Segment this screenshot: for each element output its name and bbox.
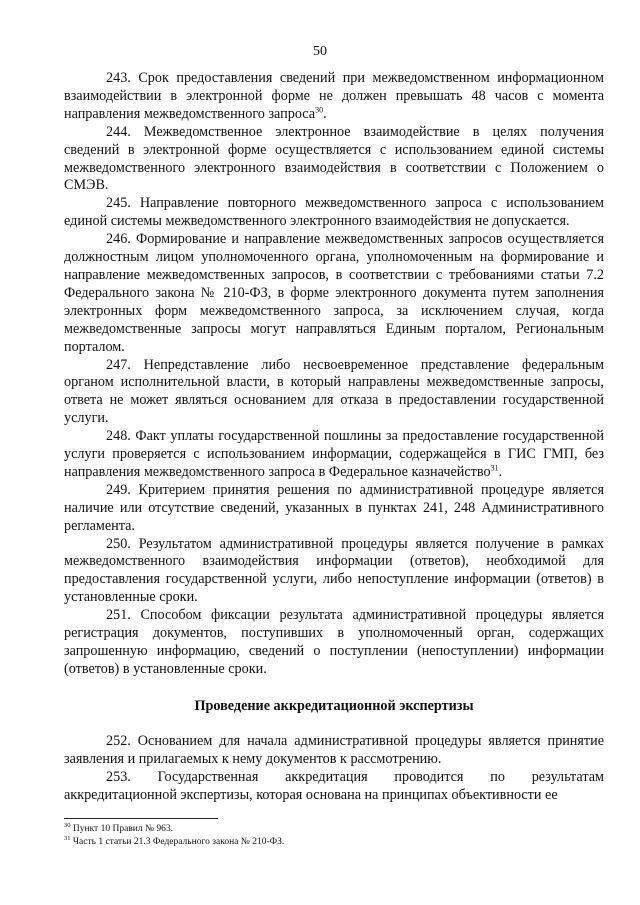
paragraph-244: 244. Межведомственное электронное взаимодействие в целях получения сведений в электронной форме осуществляется с использованием единой системы межведомственного электронного взаимодействия в соответствии с Положением о СМЭВ.	[64, 123, 604, 194]
page-body	[64, 70, 604, 804]
footnote-separator	[64, 818, 218, 819]
footnote-ref-31: 31	[490, 463, 499, 473]
paragraph-251: 251. Способом фиксации результата административной процедуры является регистрация документов, поступивших в уполномоченный орган, содержащих запрошенную информацию, сведений о поступлении (непоступлении) информации (ответов) в установленные сроки.	[64, 607, 604, 677]
paragraph-250: 250. Результатом административной процедуры является получение в рамках межведомственного взаимодействия информации (ответов), необходимой для предоставления государственной услуги, либо непоступление информации (ответов) в установленные сроки.	[64, 535, 604, 606]
paragraph-247: 247. Непредставление либо несвоевременное представление федеральным органом исполнительной власти, в который направлены межведомственные запросы, ответа не может являться основанием для отказа в предоставлении государственной услуги.	[64, 356, 604, 427]
footnote-30: $^{30}$ Пункт 10 Правил № 963.	[64, 821, 174, 834]
paragraph-248: 248. Факт уплаты государственной пошлины за предоставление государственной услуги проверяется с использованием информации, содержащейся в ГИС ГМП, без направления межведомственного запроса в Федеральное казначейство$^{31}$.	[64, 428, 604, 480]
paragraph-249: 249. Критерием принятия решения по административной процедуре является наличие или отсутствие сведений, указанных в пунктах 241, 248 Административного регламента.	[64, 481, 604, 534]
paragraph-253: 253. Государственная аккредитация проводится по результатам аккредитационной экспертизы, которая основана на принципах объективности ее	[64, 768, 604, 803]
paragraph-245: 245. Направление повторного межведомственного запроса с использованием единой системы межведомственного электронного взаимодействия не допускается.	[64, 195, 604, 230]
footnotes	[64, 823, 604, 849]
paragraph-246: 246. Формирование и направление межведомственных запросов осуществляется должностным лицом уполномоченного органа, уполномоченным на формирование и направление межведомственных запросов, в соответствии с требованиями статьи 7.2 Федерального закона № 210-ФЗ, в форме электронного документа путем заполнения электронных форм межведомственного запроса, за исключением случая, когда межведомственные запросы могут направляться Единым порталом, Региональным порталом.	[64, 231, 604, 355]
footnote-31: $^{31}$ Часть 1 статьи 21.3 Федерального закона № 210-ФЗ.	[64, 834, 285, 847]
page-number: 50	[313, 44, 327, 59]
paragraph-243: 243. Срок предоставления сведений при межведомственном информационном взаимодействии в электронной форме не должен превышать 48 часов с момента направления межведомственного запроса$^{30}$.	[64, 70, 604, 122]
paragraph-252: 252. Основанием для начала административной процедуры является принятие заявления и прилагаемых к нему документов к рассмотрению.	[64, 732, 604, 767]
footnote-ref-30: 30	[315, 105, 324, 115]
section-heading: Проведение аккредитационной экспертизы	[194, 697, 474, 714]
